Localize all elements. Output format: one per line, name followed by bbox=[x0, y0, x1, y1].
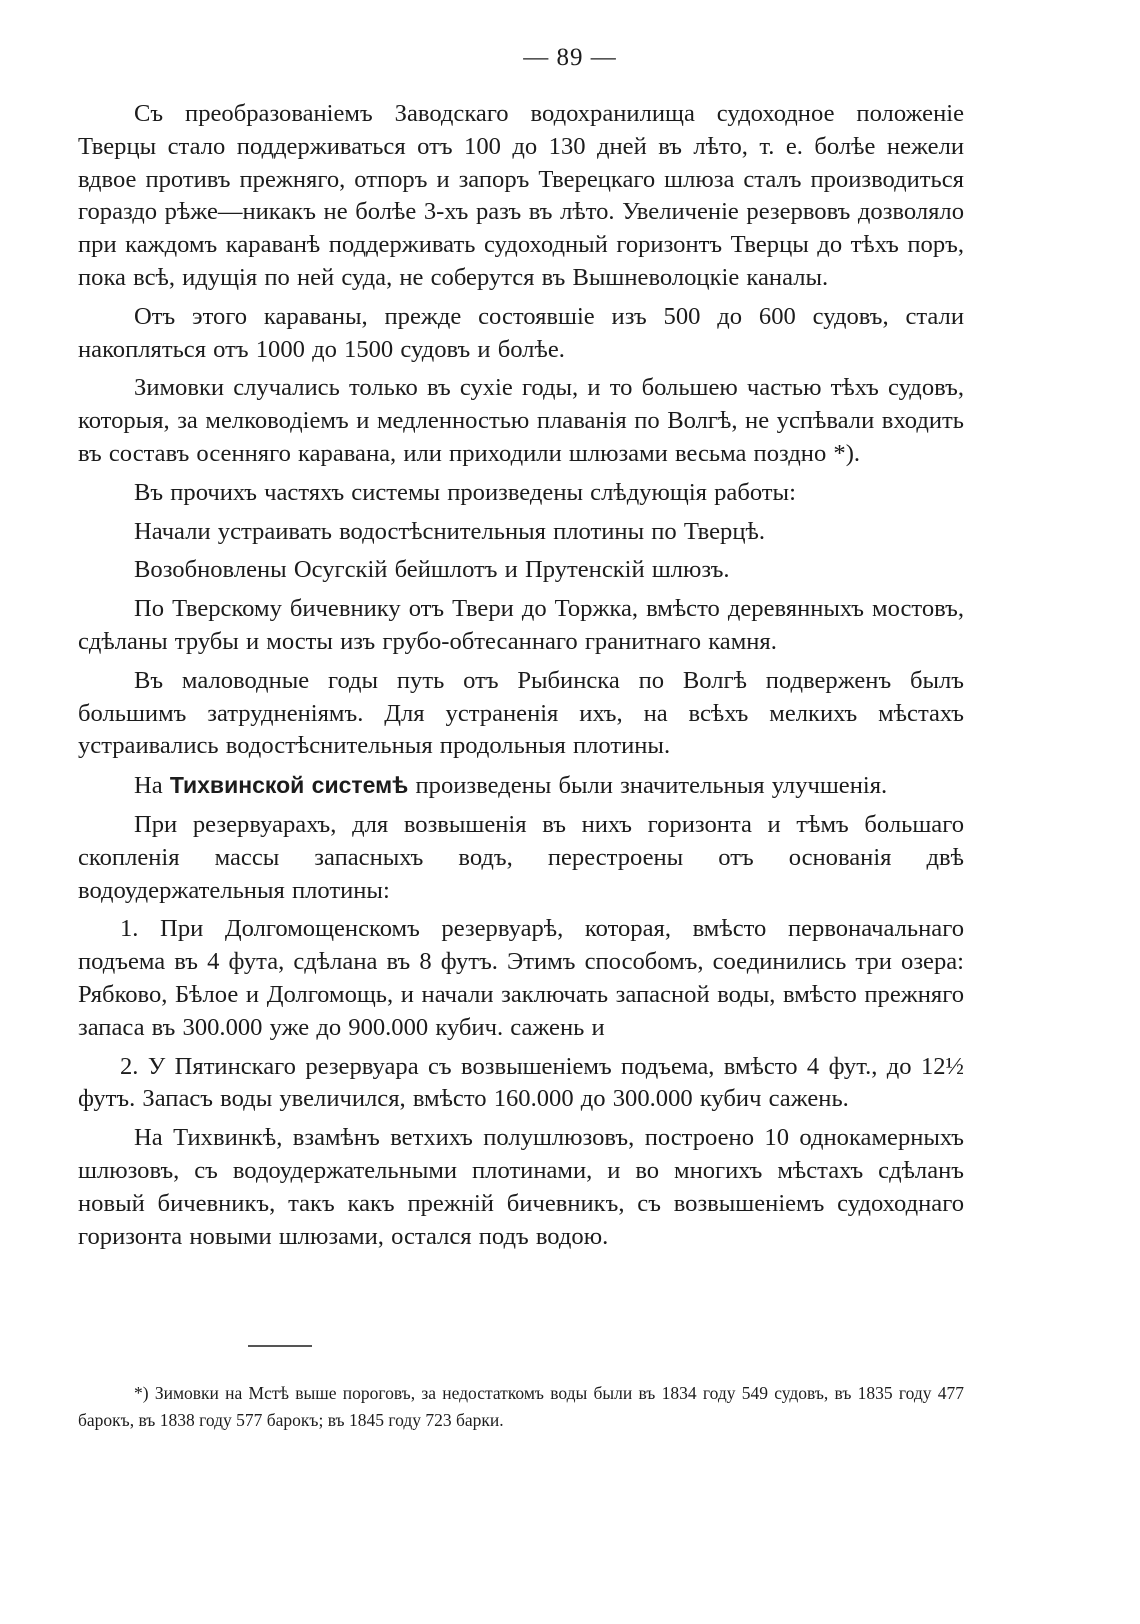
body-text bbox=[78, 98, 964, 1259]
paragraph-towpath: По Тверскому бичевнику отъ Твери до Торжка, вмѣсто деревянныхъ мостовъ, сдѣланы трубы и мосты изъ грубо-обтесаннаго гранитнаго камня. bbox=[78, 595, 964, 655]
paragraph-tikhvinka: На Тихвинкѣ, взамѣнъ ветхихъ полушлюзовъ, построено 10 однокамерныхъ шлюзовъ, съ водоудержательными плотинами, и во многихъ мѣстахъ сдѣланъ новый бичевникъ, такъ какъ прежній бичевникъ, съ возвышеніемъ судоходнаго горизонта новыми шлюзами, остался подъ водою. bbox=[78, 1124, 964, 1250]
paragraph-dams: Начали устраивать водостѣснительныя плотины по Тверцѣ. bbox=[134, 517, 765, 545]
paragraph-tikhvin bbox=[78, 769, 964, 803]
tikhvin-suffix: произведены были значительныя улучшенія. bbox=[408, 772, 888, 800]
paragraph-other-works: Въ прочихъ частяхъ системы произведены слѣдующія работы: bbox=[134, 478, 796, 506]
paragraph-tvertsa: Съ преобразованіемъ Заводскаго водохранилища судоходное положеніе Тверцы стало поддерживаться отъ 100 до 130 дней въ лѣто, т. е. болѣе нежели вдвое противъ прежняго, отпоръ и запоръ Тверецкаго шлюза сталъ производиться гораздо рѣже—никакъ не болѣе 3-хъ разъ въ лѣто. Увеличеніе резервовъ дозволяло при каждомъ караванѣ поддерживать судоходный горизонтъ Тверцы до тѣхъ поръ, пока всѣ, идущія по ней суда, не соберутся въ Вышневолоцкіе каналы. bbox=[78, 100, 964, 291]
footnote-separator bbox=[248, 1345, 312, 1347]
footnote bbox=[78, 1380, 964, 1434]
page-number: — 89 — bbox=[523, 44, 617, 71]
tikhvin-prefix: На bbox=[134, 772, 170, 800]
paragraph-volga: Въ маловодные годы путь отъ Рыбинска по Волгѣ подверженъ былъ большимъ затрудненіямъ. Для устраненія ихъ, на всѣхъ мелкихъ мѣстахъ устраивались водостѣснительныя продольныя плотины. bbox=[78, 666, 964, 760]
paragraph-caravans: Отъ этого караваны, прежде состоявшіе изъ 500 до 600 судовъ, стали накопляться отъ 1000 до 1500 судовъ и болѣе. bbox=[78, 302, 964, 363]
paragraph-wintering: Зимовки случались только въ сухіе годы, и то большею частью тѣхъ судовъ, которыя, за мелководіемъ и медленностью плаванія по Волгѣ, не успѣвали входить въ составъ осенняго каравана, или приходили шлюзами весьма поздно *). bbox=[78, 374, 964, 467]
list-item-pyatinsky: 2. У Пятинскаго резервуара съ возвышеніемъ подъема, вмѣсто 4 фут., до 12½ футъ. Запасъ воды увеличился, вмѣсто 160.000 до 300.000 кубич сажень. bbox=[78, 1052, 964, 1113]
list-item-dolgomoshch: 1. При Долгомощенскомъ резервуарѣ, которая, вмѣсто первоначальнаго подъема въ 4 фута, сдѣлана въ 8 футъ. Этимъ способомъ, соединились три озера: Рябково, Бѣлое и Долгомощь, и начали заключать запасной воды, вмѣсто прежняго запаса въ 300.000 уже до 900.000 кубич. сажень и bbox=[78, 915, 964, 1041]
tikhvin-system-heading: Тихвинской системѣ bbox=[169, 772, 409, 799]
paragraph-osuga: Возобновлены Осугскій бейшлотъ и Прутенскій шлюзъ. bbox=[134, 556, 730, 584]
paragraph-reservoirs: При резервуарахъ, для возвышенія въ нихъ горизонта и тѣмъ большаго скопленія массы запасныхъ водъ, перестроены отъ основанія двѣ водоудержательныя плотины: bbox=[78, 810, 964, 904]
footnote-text: *) Зимовки на Мстѣ выше пороговъ, за недостаткомъ воды были въ 1834 году 549 судовъ, въ 1835 году 477 барокъ, въ 1838 году 577 барокъ; въ 1845 году 723 барки. bbox=[78, 1383, 964, 1430]
